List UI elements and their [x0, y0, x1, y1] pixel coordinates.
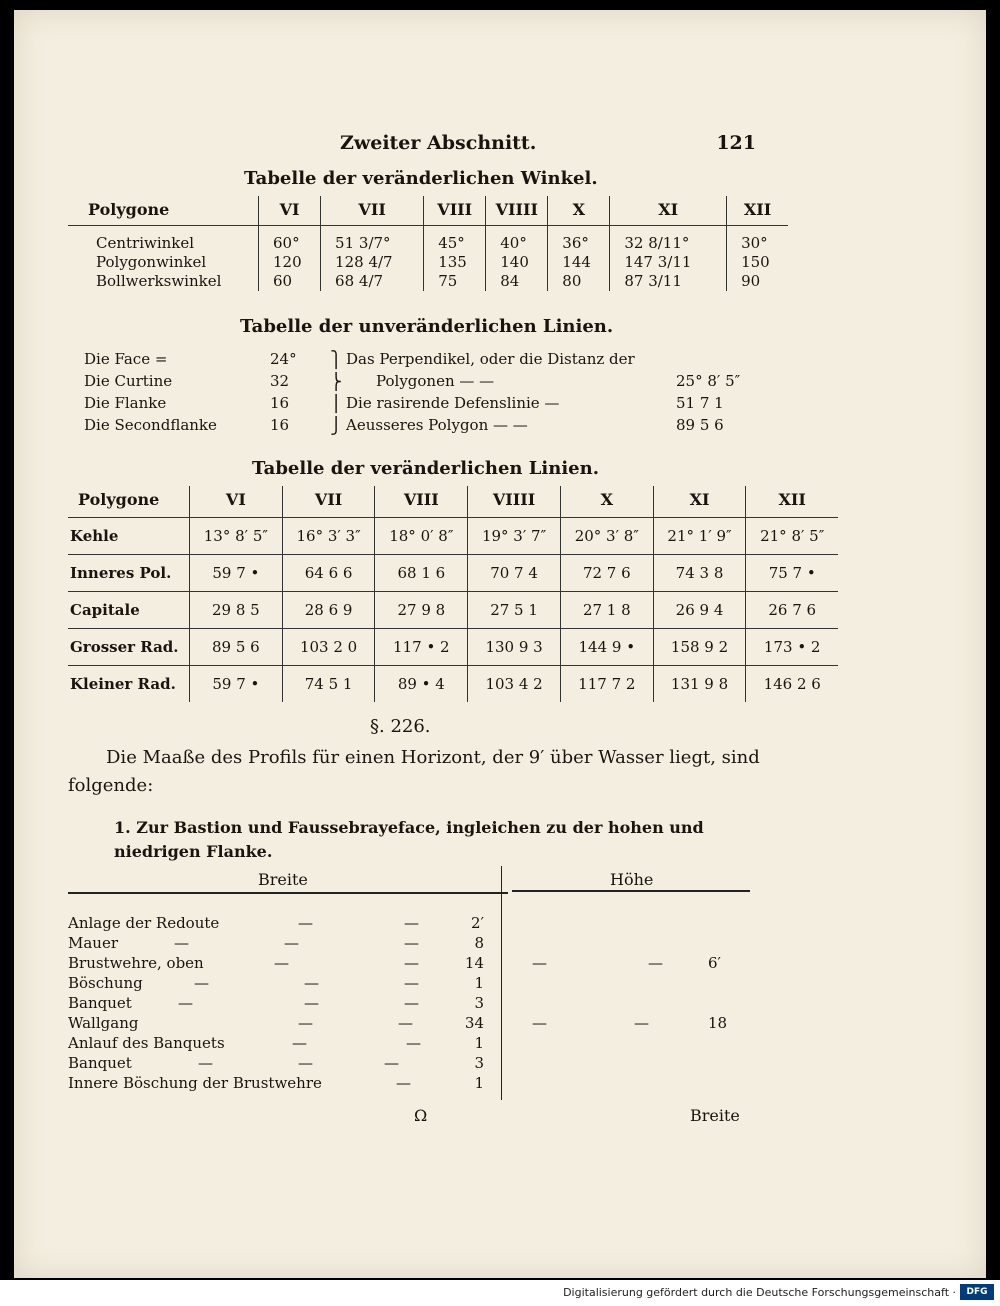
breite-value: 2′	[471, 914, 484, 932]
table3-col-header: XII	[746, 486, 838, 518]
measure-label: Banquet	[68, 1054, 132, 1072]
table-cell: 32 8/11°	[610, 226, 727, 254]
table-cell: 158 9 2	[653, 629, 746, 666]
line-label: Die Face =	[84, 350, 168, 368]
table1-col-header: VIII	[424, 196, 486, 226]
dash-filler: —	[404, 994, 419, 1012]
table-cell: 29 8 5	[190, 592, 283, 629]
table1-col-header: XII	[727, 196, 788, 226]
line-result: 89 5 6	[676, 416, 724, 434]
table-cell: 59 7 •	[190, 555, 283, 592]
signature-mark: Ω	[414, 1106, 428, 1125]
table-cell: 36°	[548, 226, 610, 254]
table-cell: 89 5 6	[190, 629, 283, 666]
table-cell: 74 3 8	[653, 555, 746, 592]
table-cell: 64 6 6	[282, 555, 375, 592]
breite-value: 1	[474, 1034, 484, 1052]
table1-title: Tabelle der veränderlichen Winkel.	[244, 168, 598, 189]
table-cell: 27 9 8	[375, 592, 468, 629]
dash-filler: —	[198, 1054, 213, 1072]
table-cell: 130 9 3	[468, 629, 561, 666]
line-description: Aeusseres Polygon — —	[346, 416, 528, 434]
section-number: §. 226.	[370, 716, 431, 737]
table-cell: 103 2 0	[282, 629, 375, 666]
breite-rule	[68, 892, 508, 894]
variable-lines-table	[68, 486, 838, 702]
dash-filler: —	[174, 934, 189, 952]
line-label: Die Secondflanke	[84, 416, 217, 434]
table-cell: 75	[424, 272, 486, 291]
table-cell: 19° 3′ 7″	[468, 518, 561, 555]
table-cell: 117 7 2	[560, 666, 653, 703]
table1-col-header: Polygone	[68, 196, 259, 226]
table-cell: 26 9 4	[653, 592, 746, 629]
dash-filler: —	[194, 974, 209, 992]
row-label: Kleiner Rad.	[70, 675, 176, 693]
table1-col-header: VIIII	[486, 196, 548, 226]
book-page	[14, 10, 986, 1278]
dash-filler: —	[404, 974, 419, 992]
table-row	[68, 974, 788, 994]
table2-title: Tabelle der unveränderlichen Linien.	[240, 316, 614, 337]
table-cell: 147 3/11	[610, 253, 727, 272]
dash-filler: —	[648, 954, 663, 972]
table-cell: 117 • 2	[375, 629, 468, 666]
table3-col-header: Polygone	[68, 486, 190, 518]
row-label: Polygonwinkel	[96, 253, 207, 271]
table-cell: 80	[548, 272, 610, 291]
table1-col-header: VII	[321, 196, 424, 226]
measure-label: Anlage der Redoute	[68, 914, 220, 932]
table3-col-header: VIII	[375, 486, 468, 518]
breite-value: 1	[474, 1074, 484, 1092]
running-header	[14, 132, 986, 162]
table-row	[68, 994, 788, 1014]
dash-filler: —	[532, 1014, 547, 1032]
table-cell: 16° 3′ 3″	[282, 518, 375, 555]
line-label: Die Curtine	[84, 372, 173, 390]
list-item	[84, 350, 804, 372]
hoehe-value: 18	[708, 1014, 728, 1032]
table-cell: 51 3/7°	[321, 226, 424, 254]
breite-value: 14	[464, 954, 484, 972]
table3-header-row	[68, 486, 838, 518]
table-cell: 68 1 6	[375, 555, 468, 592]
dash-filler: —	[298, 1014, 313, 1032]
table-cell: 20° 3′ 8″	[560, 518, 653, 555]
dash-filler: —	[634, 1014, 649, 1032]
measure-label: Innere Böschung der Brustwehre	[68, 1074, 322, 1092]
dash-filler: —	[178, 994, 193, 1012]
table-cell: 30°	[727, 226, 788, 254]
table-cell: 74 5 1	[282, 666, 375, 703]
table-cell: 140	[486, 253, 548, 272]
dash-filler: —	[406, 1034, 421, 1052]
dash-filler: —	[298, 1054, 313, 1072]
table-row	[68, 226, 788, 254]
table-cell: 128 4/7	[321, 253, 424, 272]
table-row	[68, 1014, 788, 1034]
breite-value: 1	[474, 974, 484, 992]
table-cell: 18° 0′ 8″	[375, 518, 468, 555]
table-cell: 144 9 •	[560, 629, 653, 666]
dash-filler: —	[298, 914, 313, 932]
footer-text: Digitalisierung gefördert durch die Deutsche Forschungsgemeinschaft ·	[563, 1286, 956, 1299]
line-result: 25° 8′ 5″	[676, 372, 741, 390]
brace-glyph: ⎬	[330, 372, 342, 391]
table3-col-header: XI	[653, 486, 746, 518]
table-row	[68, 914, 788, 934]
table-row	[68, 1054, 788, 1074]
table-row	[68, 555, 838, 592]
table-cell: 60°	[259, 226, 321, 254]
table3-col-header: VI	[190, 486, 283, 518]
table-row	[68, 629, 838, 666]
breite-value: 3	[474, 1054, 484, 1072]
table-cell: 27 1 8	[560, 592, 653, 629]
list-item	[84, 394, 804, 416]
measure-label: Böschung	[68, 974, 143, 992]
table-cell: 21° 8′ 5″	[746, 518, 838, 555]
catchword: Breite	[690, 1106, 740, 1125]
measure-label: Mauer	[68, 934, 119, 952]
table-cell: 40°	[486, 226, 548, 254]
table-cell: 90	[727, 272, 788, 291]
dash-filler: —	[292, 1034, 307, 1052]
dash-filler: —	[404, 954, 419, 972]
line-description: Die rasirende Defenslinie —	[346, 394, 560, 412]
table1-col-header: VI	[259, 196, 321, 226]
table-cell: 131 9 8	[653, 666, 746, 703]
table-row	[68, 518, 838, 555]
table-cell: 26 7 6	[746, 592, 838, 629]
hoehe-value: 6′	[708, 954, 721, 972]
measure-label: Anlauf des Banquets	[68, 1034, 225, 1052]
table-cell: 103 4 2	[468, 666, 561, 703]
table-cell: 68 4/7	[321, 272, 424, 291]
line-description: Polygonen — —	[376, 372, 495, 390]
breite-header: Breite	[258, 870, 308, 889]
line-value: 32	[270, 372, 290, 390]
line-value: 24°	[270, 350, 297, 368]
table-cell: 146 2 6	[746, 666, 838, 703]
table-cell: 144	[548, 253, 610, 272]
breite-value: 34	[464, 1014, 484, 1032]
list-item	[84, 416, 804, 438]
brace-glyph: ⎫	[330, 350, 342, 369]
table-cell: 84	[486, 272, 548, 291]
dash-filler: —	[384, 1054, 399, 1072]
table-cell: 89 • 4	[375, 666, 468, 703]
breite-value: 8	[474, 934, 484, 952]
table-row	[68, 934, 788, 954]
table3-col-header: X	[560, 486, 653, 518]
measure-label: Wallgang	[68, 1014, 139, 1032]
table-row	[68, 954, 788, 974]
table1-col-header: XI	[610, 196, 727, 226]
table3-col-header: VIIII	[468, 486, 561, 518]
table-row	[68, 1074, 788, 1094]
section-intro: Die Maaße des Profils für einen Horizont, der 9′ über Wasser liegt, sind folgende:	[68, 747, 760, 796]
row-label: Centriwinkel	[96, 234, 195, 252]
table-cell: 135	[424, 253, 486, 272]
measure-label: Banquet	[68, 994, 132, 1012]
table3-col-header: VII	[282, 486, 375, 518]
section-subheading: 1. Zur Bastion und Faussebrayeface, ingleichen zu der hohen und niedrigen Flanke.	[114, 818, 704, 861]
dash-filler: —	[274, 954, 289, 972]
line-description: Das Perpendikel, oder die Distanz der	[346, 350, 635, 368]
row-label: Bollwerkswinkel	[96, 272, 222, 290]
measure-label: Brustwehre, oben	[68, 954, 204, 972]
dash-filler: —	[304, 994, 319, 1012]
table-cell: 45°	[424, 226, 486, 254]
table-cell: 21° 1′ 9″	[653, 518, 746, 555]
digitization-footer	[0, 1280, 1000, 1306]
brace-glyph: ⎭	[330, 416, 342, 435]
table-cell: 28 6 9	[282, 592, 375, 629]
dash-filler: —	[304, 974, 319, 992]
row-label: Inneres Pol.	[68, 555, 190, 592]
table1-col-header: X	[548, 196, 610, 226]
brace-glyph: ⎪	[330, 394, 342, 413]
table-cell: 27 5 1	[468, 592, 561, 629]
line-value: 16	[270, 416, 290, 434]
line-result: 51 7 1	[676, 394, 724, 412]
table-row	[68, 592, 838, 629]
dash-filler: —	[398, 1014, 413, 1032]
line-label: Die Flanke	[84, 394, 167, 412]
page-number: 121	[716, 132, 756, 154]
dash-filler: —	[404, 914, 419, 932]
table3-title: Tabelle der veränderlichen Linien.	[252, 458, 599, 479]
breite-value: 3	[474, 994, 484, 1012]
table-cell: 173 • 2	[746, 629, 838, 666]
dfg-logo: DFG	[960, 1284, 994, 1300]
dash-filler: —	[532, 954, 547, 972]
row-label: Grosser Rad.	[68, 629, 190, 666]
variable-angles-table	[68, 196, 788, 291]
dash-filler: —	[284, 934, 299, 952]
table-cell: 13° 8′ 5″	[190, 518, 283, 555]
hoehe-rule	[512, 890, 750, 892]
table-cell: 75 7 •	[746, 555, 838, 592]
table-cell: 72 7 6	[560, 555, 653, 592]
table1-header-row	[68, 196, 788, 226]
table-cell: 120	[259, 253, 321, 272]
constant-lines-table	[84, 350, 804, 438]
table-cell: 70 7 4	[468, 555, 561, 592]
dash-filler: —	[404, 934, 419, 952]
table-cell: 150	[727, 253, 788, 272]
row-label: Kehle	[68, 518, 190, 555]
table-row	[68, 1034, 788, 1054]
table-row	[68, 272, 788, 291]
hoehe-header: Höhe	[610, 870, 654, 889]
table-cell: 59 7 •	[190, 666, 283, 703]
table-cell: 87 3/11	[610, 272, 727, 291]
table-row	[68, 253, 788, 272]
row-label: Capitale	[68, 592, 190, 629]
list-item	[84, 372, 804, 394]
running-title: Zweiter Abschnitt.	[340, 132, 537, 154]
line-value: 16	[270, 394, 290, 412]
table-row	[68, 666, 838, 703]
dash-filler: —	[396, 1074, 411, 1092]
table-cell: 60	[259, 272, 321, 291]
